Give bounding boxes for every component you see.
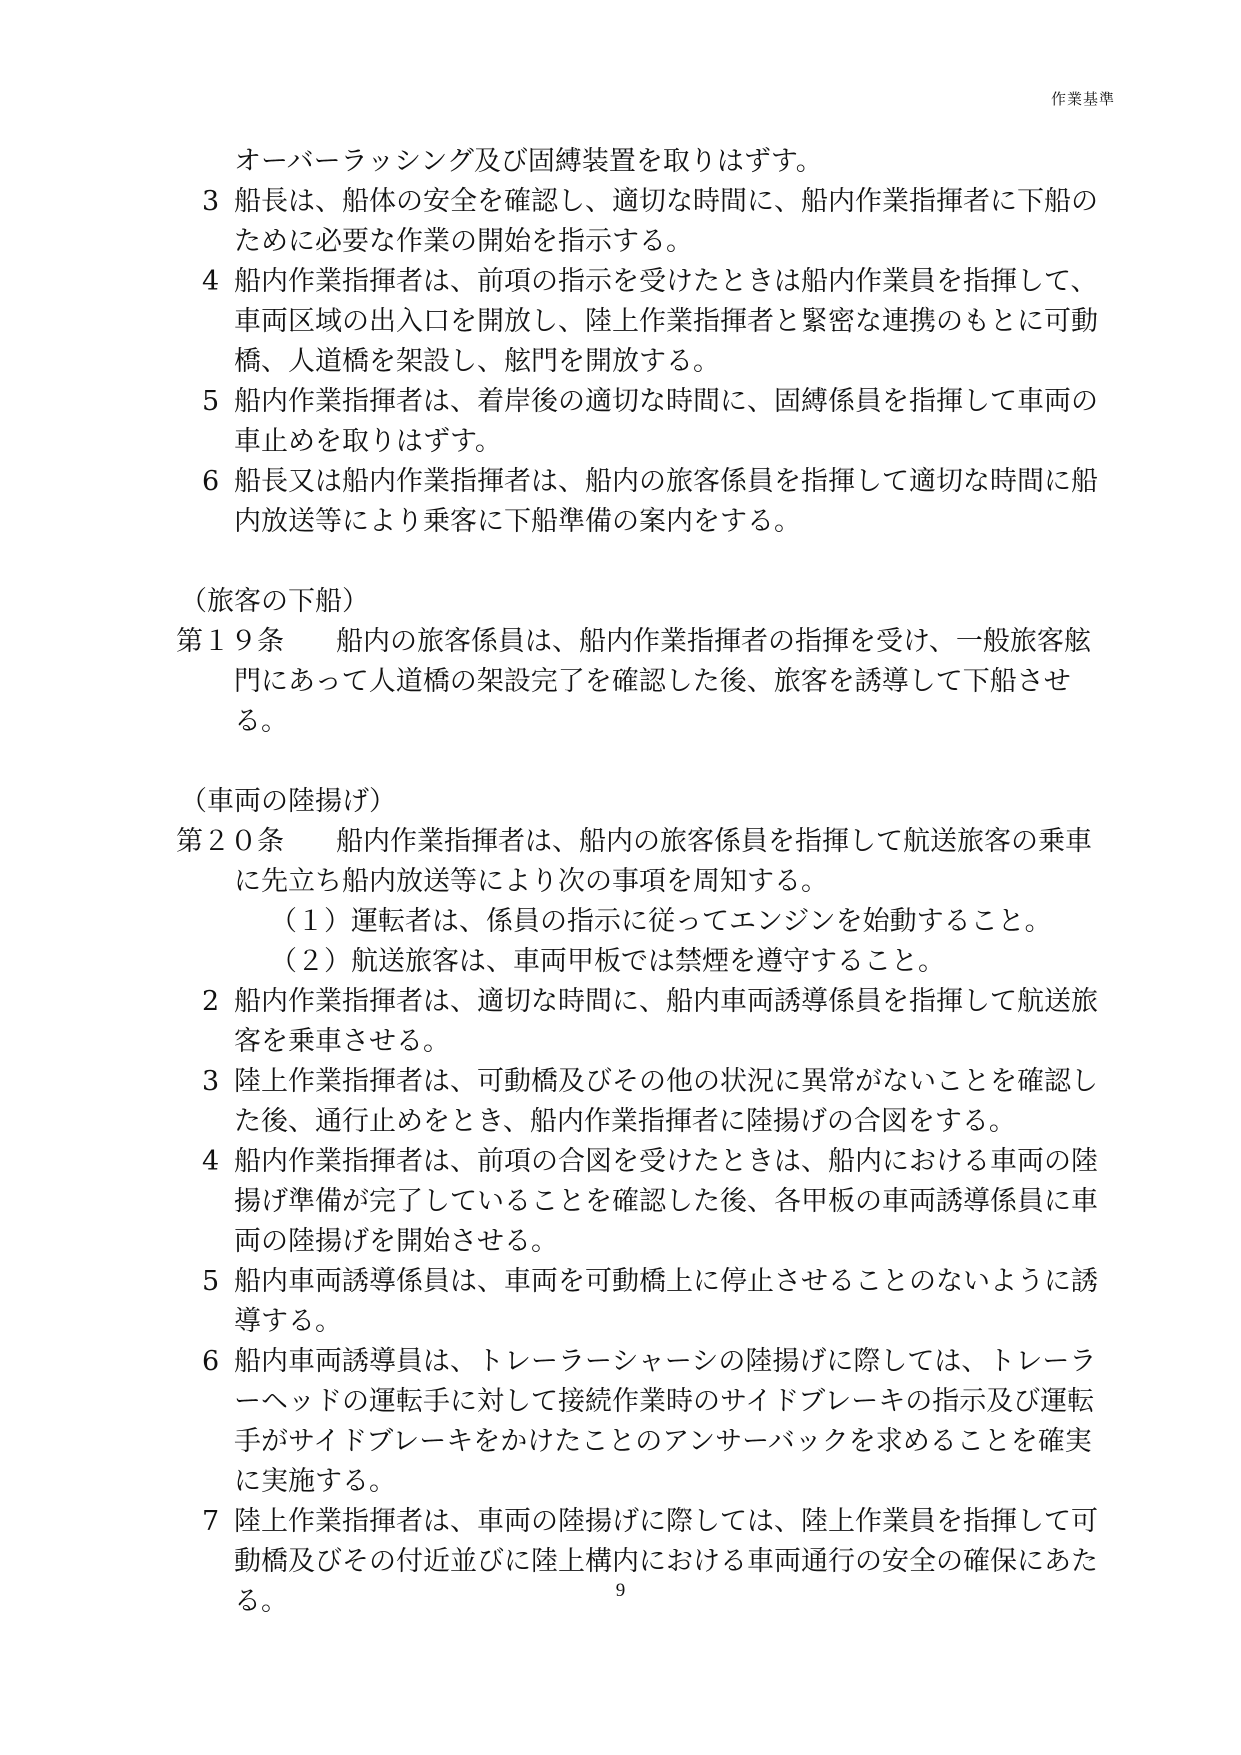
paragraph-number: 6 — [202, 1346, 220, 1377]
article-19 — [176, 622, 1116, 742]
article-20 — [176, 822, 1116, 902]
paragraph-number: 6 — [202, 466, 220, 497]
sub-item-1: （１）運転者は、係員の指示に従ってエンジンを始動すること。 — [270, 906, 1052, 937]
article-20-paragraph-4 — [176, 1142, 1116, 1262]
article-20-paragraph-6 — [176, 1342, 1116, 1502]
article-20-caption: （車両の陸揚げ） — [180, 786, 396, 817]
paragraph-number: 4 — [202, 1146, 220, 1177]
article-20-paragraph-3 — [176, 1062, 1116, 1142]
article-20-paragraph-2 — [176, 982, 1116, 1062]
document-body — [176, 142, 1116, 1622]
page-number: 9 — [615, 1580, 626, 1601]
paragraph-text: 陸上作業指揮者は、可動橋及びその他の状況に異常がないことを確認した後、通行止めをとき、船内作業指揮者に陸揚げの合図をする。 — [234, 1066, 1098, 1137]
paragraph-5 — [176, 382, 1116, 462]
paragraph-3 — [176, 182, 1116, 262]
article-number: 第２０条 — [176, 826, 284, 857]
paragraph-text: 陸上作業指揮者は、車両の陸揚げに際しては、陸上作業員を指揮して可動橋及びその付近並びに陸上構内における車両通行の安全の確保にあたる。 — [234, 1506, 1098, 1617]
article-text: 船内の旅客係員は、船内作業指揮者の指揮を受け、一般旅客舷門にあって人道橋の架設完了を確認した後、旅客を誘導して下船させる。 — [234, 626, 1091, 737]
paragraph-text: 船内作業指揮者は、着岸後の適切な時間に、固縛係員を指揮して車両の車止めを取りはずす。 — [234, 386, 1098, 457]
paragraph-text: 船内作業指揮者は、前項の指示を受けたときは船内作業員を指揮して、車両区域の出入口を開放し、陸上作業指揮者と緊密な連携のもとに可動橋、人道橋を架設し、舷門を開放する。 — [234, 266, 1098, 377]
paragraph-number: 3 — [202, 186, 220, 217]
article-number: 第１９条 — [176, 626, 284, 657]
paragraph-text: 船内車両誘導員は、トレーラーシャーシの陸揚げに際しては、トレーラーヘッドの運転手に対して接続作業時のサイドブレーキの指示及び運転手がサイドブレーキをかけたことのアンサーバックを求めることを確実に実施する。 — [234, 1346, 1097, 1497]
sub-item-2: （２）航送旅客は、車両甲板では禁煙を遵守すること。 — [270, 946, 945, 977]
paragraph-number: 2 — [202, 986, 220, 1017]
paragraph-number: 5 — [202, 386, 220, 417]
paragraph-text: 船内作業指揮者は、適切な時間に、船内車両誘導係員を指揮して航送旅客を乗車させる。 — [234, 986, 1098, 1057]
paragraph-text: 船長又は船内作業指揮者は、船内の旅客係員を指揮して適切な時間に船内放送等により乗客に下船準備の案内をする。 — [234, 466, 1098, 537]
article-20-paragraph-5 — [176, 1262, 1116, 1342]
article-20-paragraph-7 — [176, 1502, 1116, 1622]
paragraph-4 — [176, 262, 1116, 382]
paragraph-text: 船内車両誘導係員は、車両を可動橋上に停止させることのないように誘導する。 — [234, 1266, 1098, 1337]
article-text: 船内作業指揮者は、船内の旅客係員を指揮して航送旅客の乗車に先立ち船内放送等により次の事項を周知する。 — [234, 826, 1092, 897]
paragraph-number: 5 — [202, 1266, 220, 1297]
document-header: 作業基準 — [1050, 90, 1115, 108]
paragraph-number: 3 — [202, 1066, 220, 1097]
paragraph-number: 4 — [202, 266, 220, 297]
article-19-caption: （旅客の下船） — [180, 586, 369, 617]
paragraph-text: 船長は、船体の安全を確認し、適切な時間に、船内作業指揮者に下船のために必要な作業の開始を指示する。 — [234, 186, 1098, 257]
continued-paragraph: オーバーラッシング及び固縛装置を取りはずす。 — [234, 146, 823, 177]
paragraph-text: 船内作業指揮者は、前項の合図を受けたときは、船内における車両の陸揚げ準備が完了していることを確認した後、各甲板の車両誘導係員に車両の陸揚げを開始させる。 — [234, 1146, 1098, 1257]
paragraph-number: 7 — [202, 1506, 220, 1537]
paragraph-6 — [176, 462, 1116, 542]
